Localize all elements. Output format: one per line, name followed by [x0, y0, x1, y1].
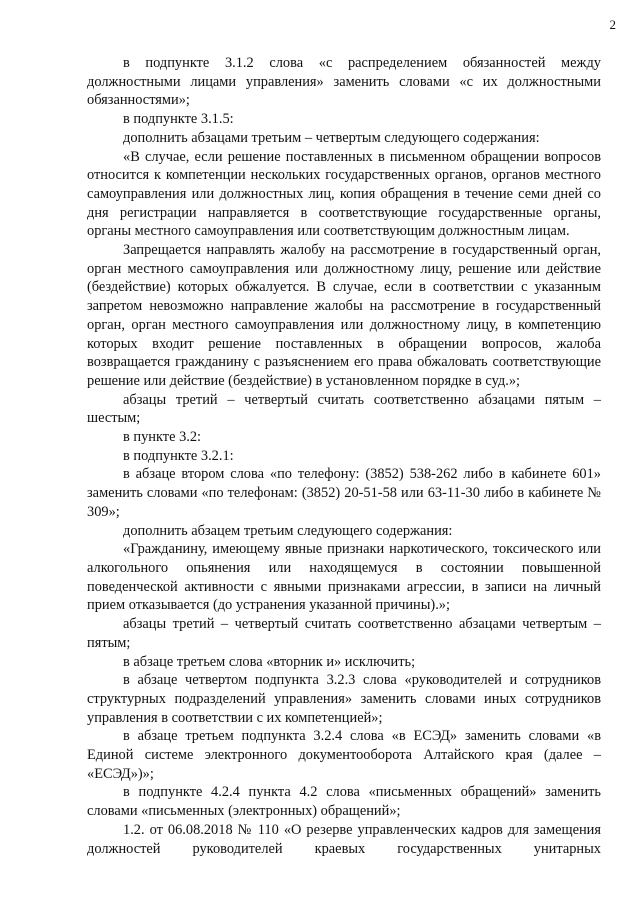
paragraph: в пункте 3.2:	[123, 429, 202, 446]
paragraph: «Гражданину, имеющему явные признаки наркотического, токсического или алкогольного опьянения или находящемуся в состоянии повышенной поведенческой активности с явными признаками агрессии, в записи на личный прием отказывается (до устранения указанной причины).»;	[87, 541, 601, 614]
paragraph: 1.2. от 06.08.2018 № 110 «О резерве управленческих кадров для замещения должностей руководителей краевых государственных унитарных	[87, 821, 601, 857]
paragraph: «В случае, если решение поставленных в письменном обращении вопросов относится к компетенции нескольких государственных органов, органов местного самоуправления или должностных лиц, копия обращения в течение семи дней со дня регистрации направляется в соответствующие государственные органы, органы местного самоуправления или соответствующим должностным лицам.	[87, 148, 601, 240]
paragraph: в подпункте 3.2.1:	[123, 447, 234, 464]
paragraph: абзацы третий – четвертый считать соответственно абзацами четвертым – пятым;	[87, 616, 601, 651]
paragraph: Запрещается направлять жалобу на рассмотрение в государственный орган, орган местного самоуправления или должностному лицу, решение или действие (бездействие) которых обжалуется. В случае, если в соответствии с указанным запретом невозможно направление жалобы на рассмотрение в государственный орган, орган местного самоуправления или должностному лицу, в компетенцию которых входит решение поставленных в обращении вопросов, жалоба возвращается гражданину с разъяснением его права обжаловать соответствующие решение или действие (бездействие) в установленном порядке в суд.»;	[87, 242, 601, 389]
paragraph: дополнить абзацами третьим – четвертым следующего содержания:	[123, 129, 540, 146]
paragraph: в подпункте 4.2.4 пункта 4.2 слова «письменных обращений» заменить словами «письменных (электронных) обращений»;	[87, 784, 601, 820]
paragraph: в абзаце третьем подпункта 3.2.4 слова «в ЕСЭД» заменить словами «в Единой системе электронного документооборота Алтайского края (далее – «ЕСЭД»)»;	[87, 728, 601, 782]
paragraph: в подпункте 3.1.2 слова «с распределением обязанностей между должностными лицами управления» заменить словами «с их должностными обязанностями»;	[87, 55, 601, 109]
paragraph: в абзаце четвертом подпункта 3.2.3 слова «руководителей и сотрудников структурных подразделений управления» заменить словами иных сотрудников управления в соответствии с их компетенцией»;	[87, 672, 601, 726]
document-body	[87, 54, 601, 858]
paragraph: абзацы третий – четвертый считать соответственно абзацами пятым – шестым;	[87, 391, 601, 427]
paragraph: дополнить абзацем третьим следующего содержания:	[123, 522, 453, 539]
paragraph: в подпункте 3.1.5:	[123, 111, 234, 128]
paragraph: в абзаце втором слова «по телефону: (3852) 538-262 либо в кабинете 601» заменить словами «по телефонам: (3852) 20-51-58 или 63-11-30 либо в кабинете № 309»;	[87, 466, 601, 520]
paragraph: в абзаце третьем слова «вторник и» исключить;	[123, 653, 416, 670]
page-number: 2	[609, 17, 616, 32]
